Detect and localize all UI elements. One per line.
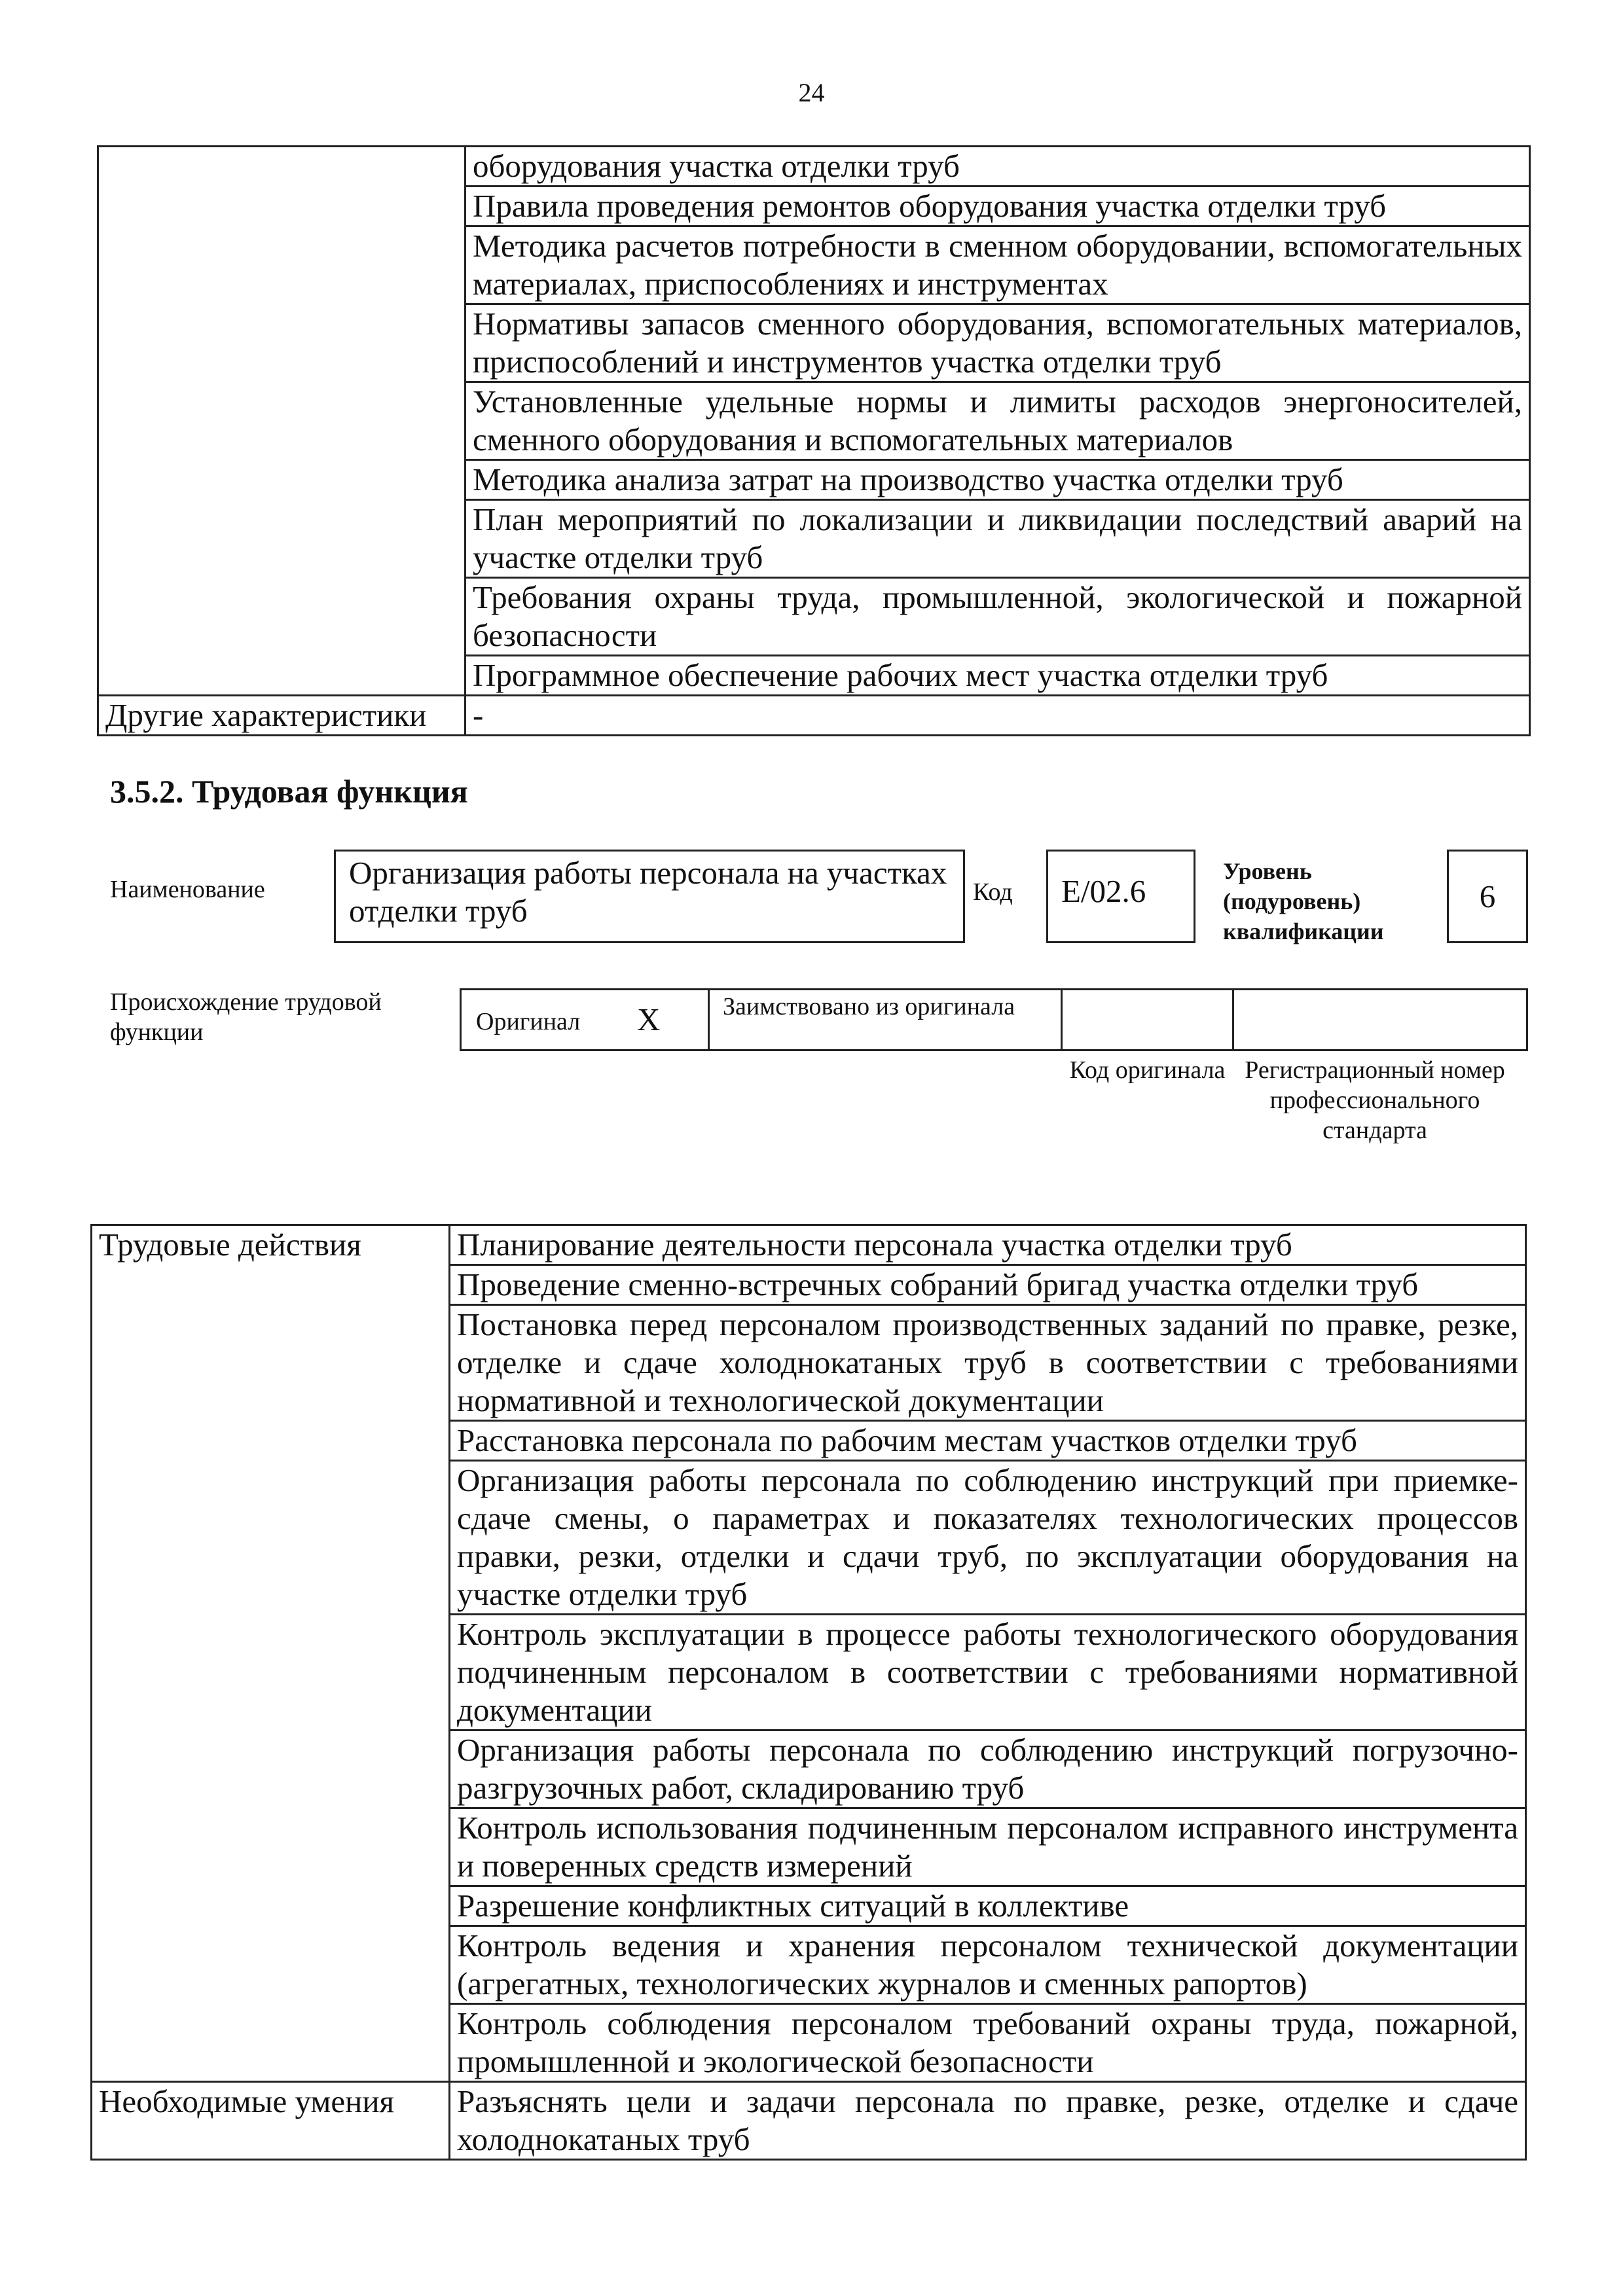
level-value-box — [1447, 850, 1528, 943]
knowledge-item: Нормативы запасов сменного оборудования, вспомогательных материалов, приспособлений и инструментов участка отделки труб — [465, 304, 1530, 382]
other-characteristics-value: - — [465, 696, 1530, 736]
knowledge-item: Правила проведения ремонтов оборудования участка отделки труб — [465, 187, 1530, 226]
borrowed-label: Заимствовано из оригинала — [723, 993, 1015, 1020]
action-item: Контроль эксплуатации в процессе работы технологического оборудования подчиненным персоналом в соответствии с требованиями нормативной документации — [450, 1615, 1526, 1731]
original-box — [460, 988, 710, 1051]
name-value-box — [334, 850, 965, 943]
table-row — [98, 147, 1530, 187]
knowledge-item: Методика анализа затрат на производство участка отделки труб — [465, 460, 1530, 500]
borrowed-box — [708, 988, 1063, 1051]
knowledge-item: Установленные удельные нормы и лимиты расходов энергоносителей, сменного оборудования и вспомогательных материалов — [465, 382, 1530, 460]
action-item: Организация работы персонала по соблюдению инструкций при приемке-сдаче смены, о параметрах и показателях технологических процессов правки, резки, отделки и сдачи труб, по эксплуатации оборудования на участке отделки труб — [450, 1461, 1526, 1615]
code-caption: Код оригинала — [1069, 1056, 1226, 1084]
skills-label: Необходимые умения — [92, 2082, 450, 2160]
action-item: Проведение сменно-встречных собраний бригад участка отделки труб — [450, 1265, 1526, 1305]
name-label: Наименование — [110, 876, 265, 903]
page-number: 24 — [798, 78, 825, 107]
function-name: Организация работы персонала на участках отделки труб — [349, 855, 947, 929]
code-value-box — [1046, 850, 1195, 943]
knowledge-item: Методика расчетов потребности в сменном оборудовании, вспомогательных материалах, приспособлениях и инструментах — [465, 226, 1530, 304]
level-value: 6 — [1479, 878, 1496, 914]
action-item: Расстановка персонала по рабочим местам участков отделки труб — [450, 1421, 1526, 1461]
actions-label: Трудовые действия — [92, 1225, 450, 2082]
knowledge-item: Программное обеспечение рабочих мест участка отделки труб — [465, 656, 1530, 696]
section-title: 3.5.2. Трудовая функция — [110, 773, 468, 810]
other-characteristics-label: Другие характеристики — [98, 696, 465, 736]
knowledge-item: оборудования участка отделки труб — [465, 147, 1530, 187]
original-label: Оригинал — [476, 1008, 581, 1035]
code-label: Код — [973, 878, 1013, 906]
knowledge-item: План мероприятий по локализации и ликвидации последствий аварий на участке отделки труб — [465, 500, 1530, 578]
labor-actions-table — [90, 1224, 1527, 2161]
action-item: Организация работы персонала по соблюдению инструкций погрузочно-разгрузочных работ, складированию труб — [450, 1731, 1526, 1808]
action-item: Контроль соблюдения персоналом требований охраны труда, пожарной, промышленной и экологической безопасности — [450, 2004, 1526, 2082]
level-label: Уровень (подуровень) квалификации — [1223, 858, 1384, 944]
code-value: E/02.6 — [1061, 873, 1146, 909]
table-row — [98, 696, 1530, 736]
knowledge-table — [97, 145, 1531, 736]
table-row — [92, 2082, 1526, 2160]
action-item: Планирование деятельности персонала участка отделки труб — [450, 1225, 1526, 1265]
action-item: Разрешение конфликтных ситуаций в коллективе — [450, 1886, 1526, 1926]
origin-label: Происхождение трудовой функции — [110, 988, 382, 1046]
action-item: Постановка перед персоналом производственных заданий по правке, резке, отделке и сдаче холоднокатаных труб в соответствии с требованиями нормативной и технологической документации — [450, 1305, 1526, 1421]
original-mark: X — [637, 1001, 661, 1037]
knowledge-item: Требования охраны труда, промышленной, экологической и пожарной безопасности — [465, 578, 1530, 656]
reg-caption: Регистрационный номер профессионального стандарта — [1245, 1056, 1505, 1144]
table-row — [92, 1225, 1526, 1265]
row-label-cell — [98, 147, 465, 696]
skill-item: Разъяснять цели и задачи персонала по правке, резке, отделке и сдаче холоднокатаных труб — [450, 2082, 1526, 2160]
reg-number-box — [1232, 988, 1528, 1051]
action-item: Контроль ведения и хранения персоналом технической документации (агрегатных, технологических журналов и сменных рапортов) — [450, 1926, 1526, 2004]
action-item: Контроль использования подчиненным персоналом исправного инструмента и поверенных средств измерений — [450, 1808, 1526, 1886]
original-code-box — [1061, 988, 1234, 1051]
